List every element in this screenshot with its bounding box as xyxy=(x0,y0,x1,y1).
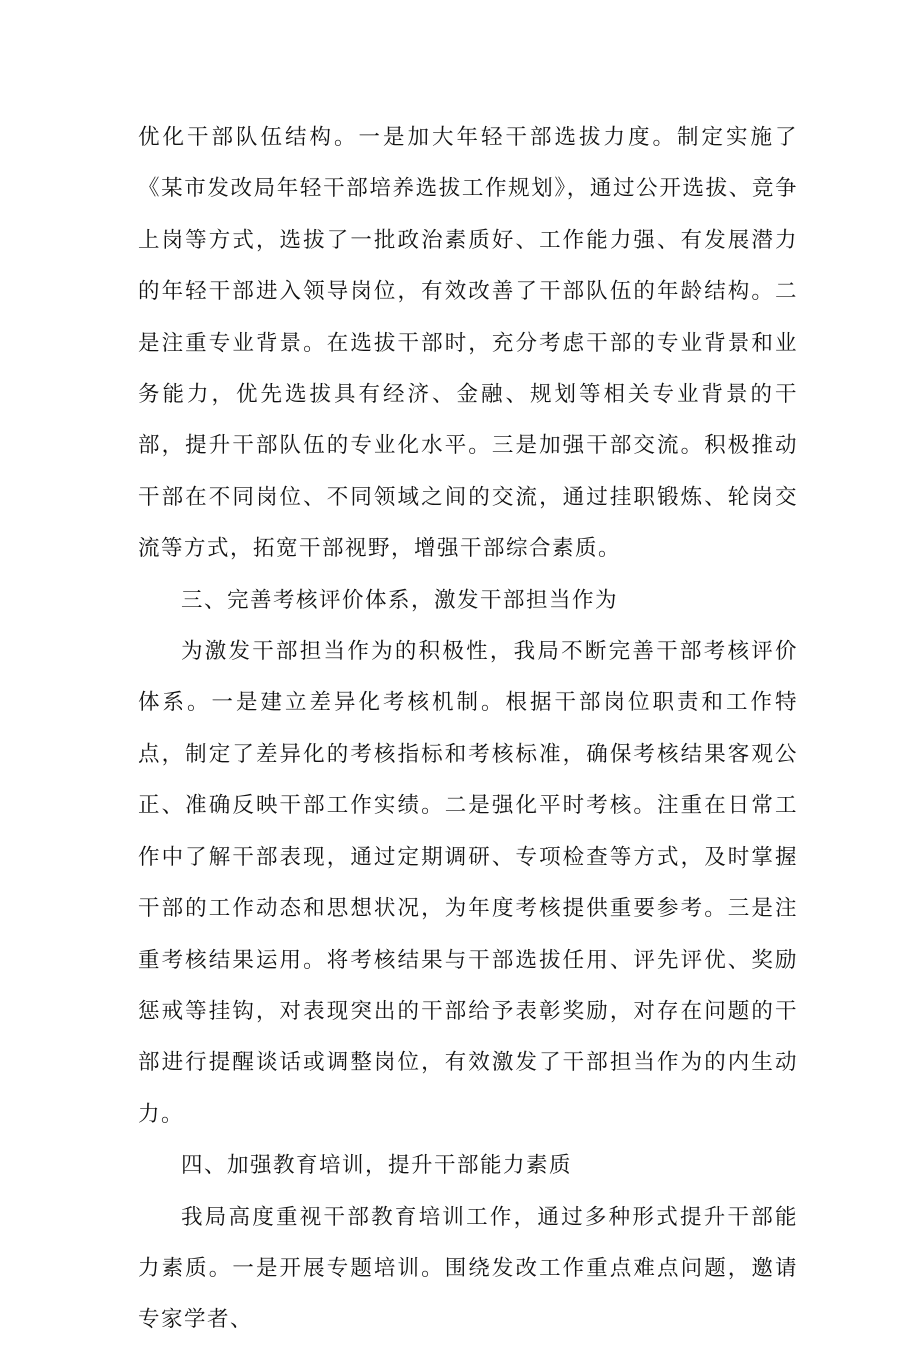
body-paragraph-training: 我局高度重视干部教育培训工作，通过多种形式提升干部能力素质。一是开展专题培训。围绕发改工作重点难点问题，邀请专家学者、 xyxy=(138,1204,798,1333)
document-body xyxy=(138,112,798,1346)
section-heading-4: 四、加强教育培训，提升干部能力素质 xyxy=(181,1153,573,1179)
section-heading-3: 三、完善考核评价体系，激发干部担当作为 xyxy=(181,587,619,613)
body-paragraph-assessment: 为激发干部担当作为的积极性，我局不断完善干部考核评价体系。一是建立差异化考核机制。根据干部岗位职责和工作特点，制定了差异化的考核指标和考核标准，确保考核结果客观公正、准确反映干部工作实绩。二是强化平时考核。注重在日常工作中了解干部表现，通过定期调研、专项检查等方式，及时掌握干部的工作动态和思想状况，为年度考核提供重要参考。三是注重考核结果运用。将考核结果与干部选拔任用、评先评优、奖励惩戒等挂钩，对表现突出的干部给予表彰奖励，对存在问题的干部进行提醒谈话或调整岗位，有效激发了干部担当作为的内生动力。 xyxy=(138,639,798,1127)
body-paragraph-continued: 优化干部队伍结构。一是加大年轻干部选拔力度。制定实施了《某市发改局年轻干部培养选拔工作规划》，通过公开选拔、竞争上岗等方式，选拔了一批政治素质好、工作能力强、有发展潜力的年轻干部进入领导岗位，有效改善了干部队伍的年龄结构。二是注重专业背景。在选拔干部时，充分考虑干部的专业背景和业务能力，优先选拔具有经济、金融、规划等相关专业背景的干部，提升干部队伍的专业化水平。三是加强干部交流。积极推动干部在不同岗位、不同领域之间的交流，通过挂职锻炼、轮岗交流等方式，拓宽干部视野，增强干部综合素质。 xyxy=(138,125,798,562)
